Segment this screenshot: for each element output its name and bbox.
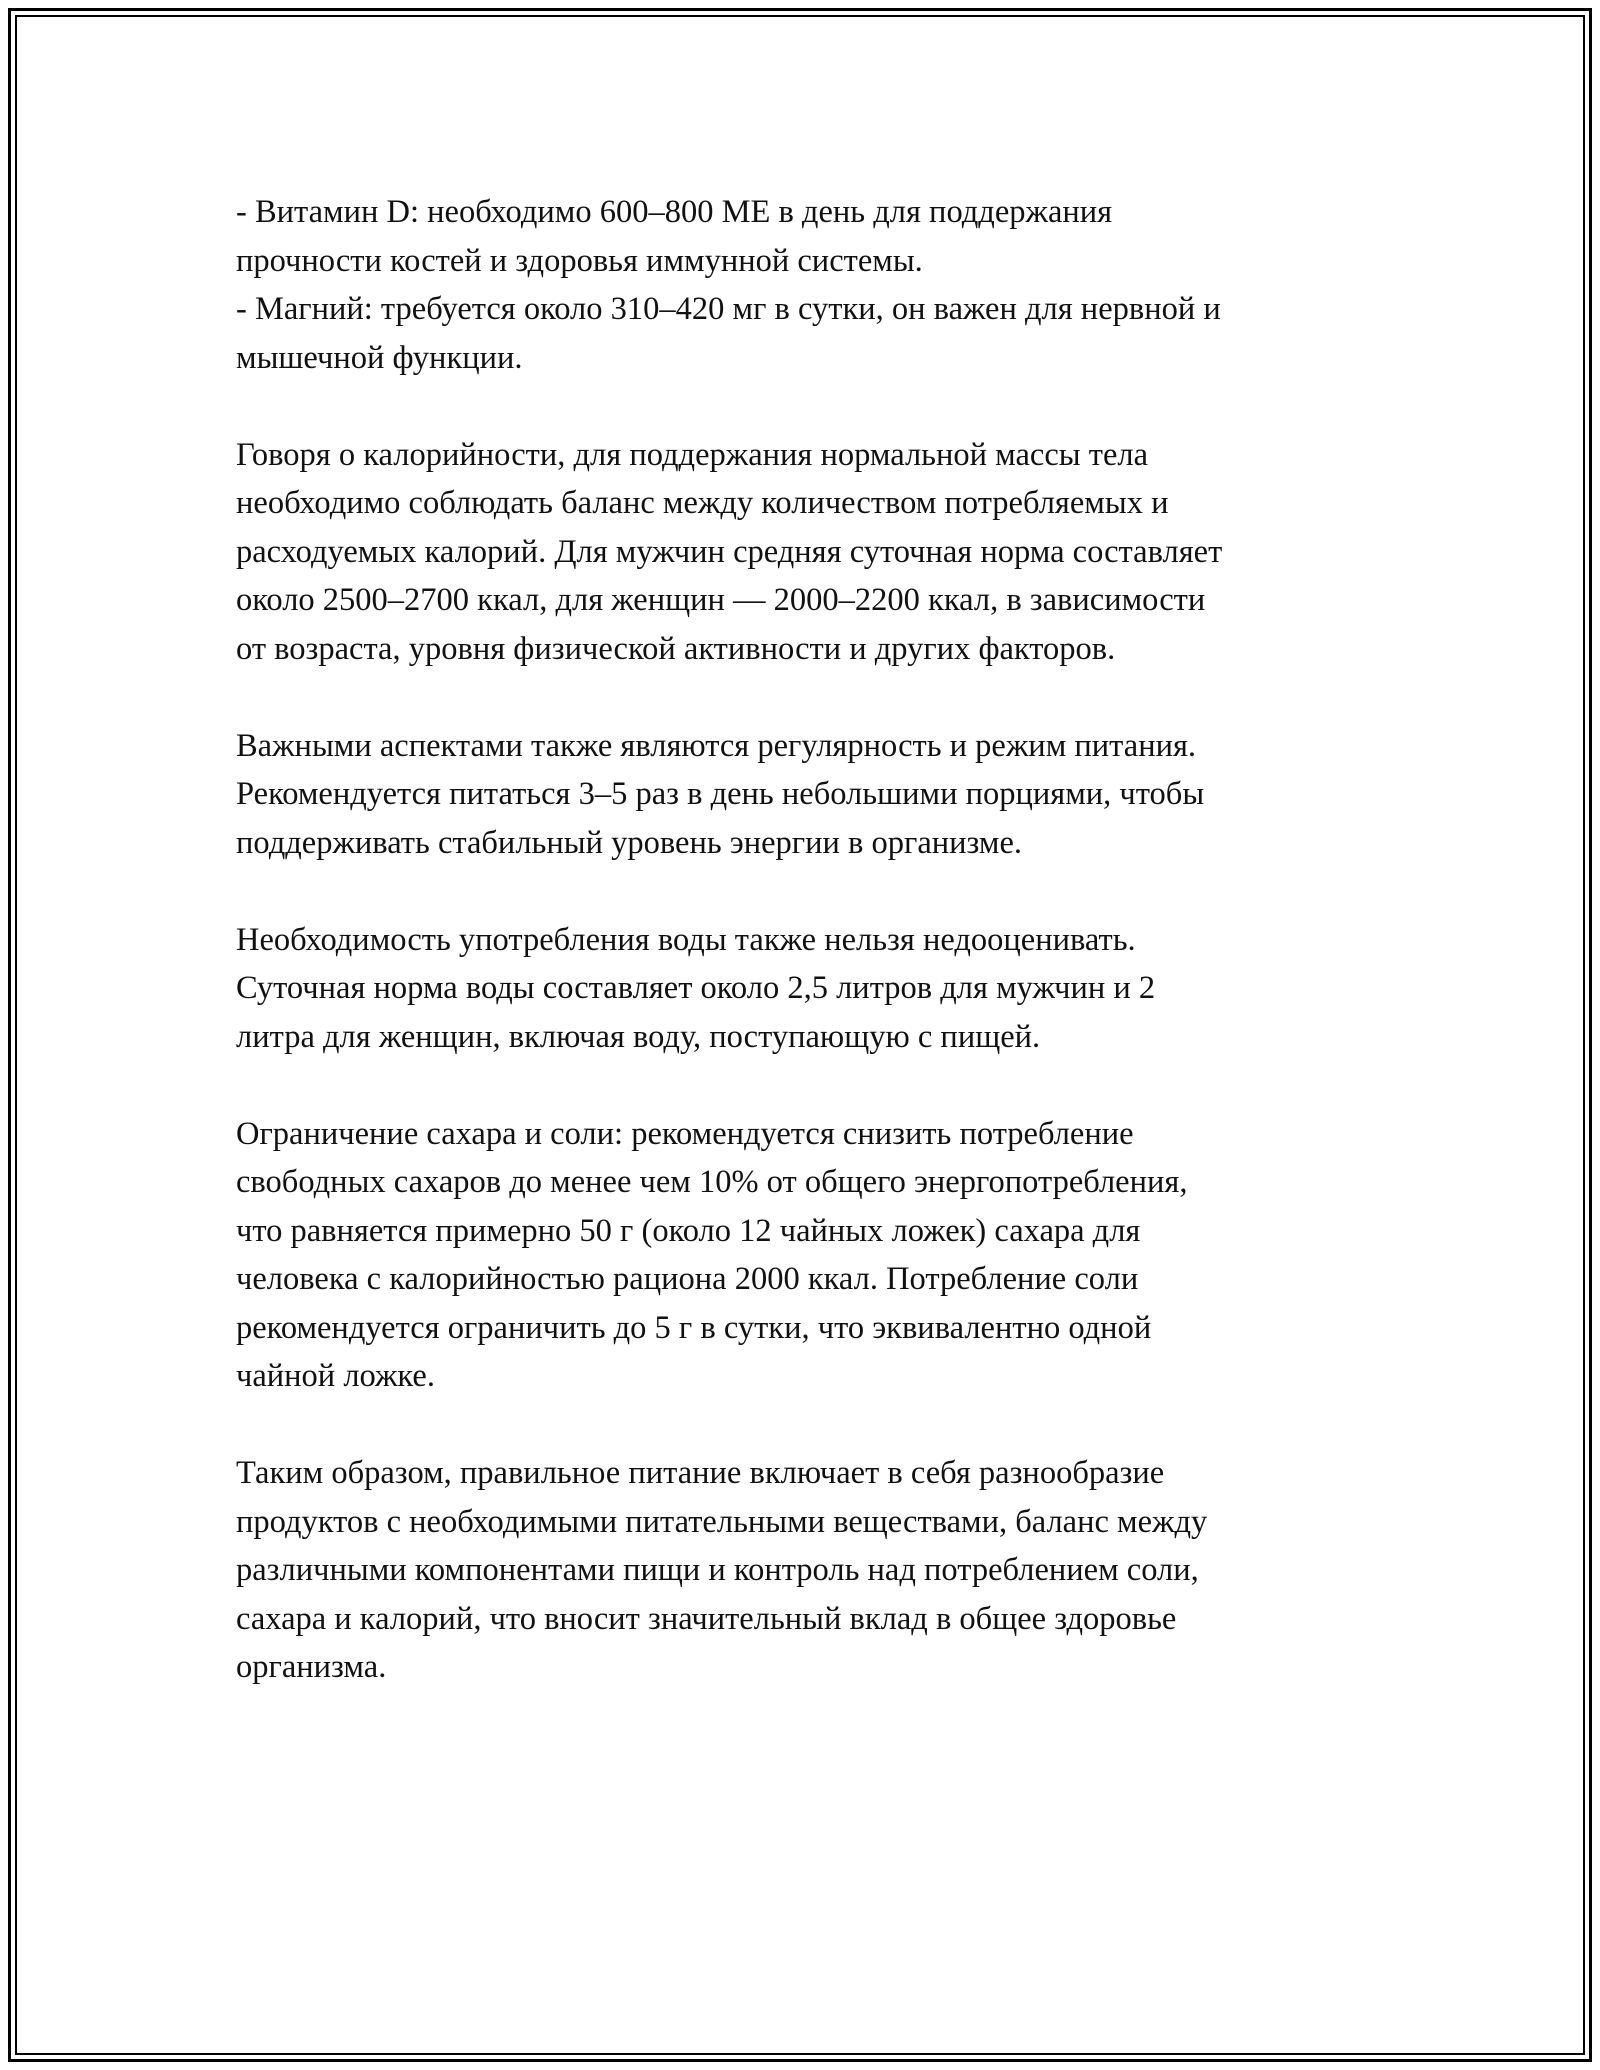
paragraph-sugar-salt [236, 1110, 1376, 1401]
text-line: необходимо соблюдать баланс между количеством потребляемых и [236, 485, 1169, 521]
text-line: различными компонентами пищи и контроль над потреблением соли, [236, 1552, 1199, 1588]
paragraph-vitamins [236, 188, 1376, 382]
text-line: что равняется примерно 50 г (около 12 чайных ложек) сахара для [236, 1212, 1141, 1249]
paragraph-calories [236, 431, 1376, 674]
text-line: Таким образом, правильное питание включает в себя разнообразие [236, 1455, 1165, 1491]
text-line: свободных сахаров до менее чем 10% от общего энергопотребления, [236, 1164, 1188, 1200]
text-line: расходуемых калорий. Для мужчин средняя суточная норма составляет [236, 533, 1223, 570]
text-line: продуктов с необходимыми питательными веществами, баланс между [236, 1503, 1208, 1540]
text-line: Важными аспектами также являются регулярность и режим питания. [236, 727, 1197, 764]
text-line: - Витамин D: необходимо 600–800 МЕ в день для поддержания [236, 194, 1113, 230]
text-line: Рекомендуется питаться 3–5 раз в день небольшими порциями, чтобы [236, 776, 1205, 812]
paragraph-water [236, 916, 1376, 1062]
text-line: поддерживать стабильный уровень энергии в организме. [236, 824, 1023, 861]
text-line: - Магний: требуется около 310–420 мг в сутки, он важен для нервной и [236, 291, 1221, 327]
paragraph-conclusion [236, 1449, 1376, 1692]
paragraph-regularity [236, 722, 1376, 868]
text-line: Говоря о калорийности, для поддержания нормальной массы тела [236, 436, 1149, 473]
text-line: Суточная норма воды составляет около 2,5 литров для мужчин и 2 [236, 970, 1156, 1006]
text-line: мышечной функции. [236, 339, 523, 376]
text-line: Необходимость употребления воды также нельзя недооценивать. [236, 921, 1136, 958]
text-line: организма. [236, 1649, 387, 1685]
text-line: прочности костей и здоровья иммунной системы. [236, 242, 923, 279]
text-line: около 2500–2700 ккал, для женщин — 2000–2200 ккал, в зависимости [236, 582, 1206, 618]
text-line: литра для женщин, включая воду, поступающую с пищей. [236, 1018, 1041, 1055]
text-line: человека с калорийностью рациона 2000 ккал. Потребление соли [236, 1261, 1139, 1297]
text-line: сахара и калорий, что вносит значительный вклад в общее здоровье [236, 1600, 1177, 1637]
text-line: Ограничение сахара и соли: рекомендуется снизить потребление [236, 1115, 1134, 1152]
document-body [236, 188, 1376, 1740]
text-line: рекомендуется ограничить до 5 г в сутки, что эквивалентно одной [236, 1309, 1152, 1346]
text-line: чайной ложке. [236, 1358, 435, 1394]
text-line: от возраста, уровня физической активности и других факторов. [236, 630, 1116, 667]
